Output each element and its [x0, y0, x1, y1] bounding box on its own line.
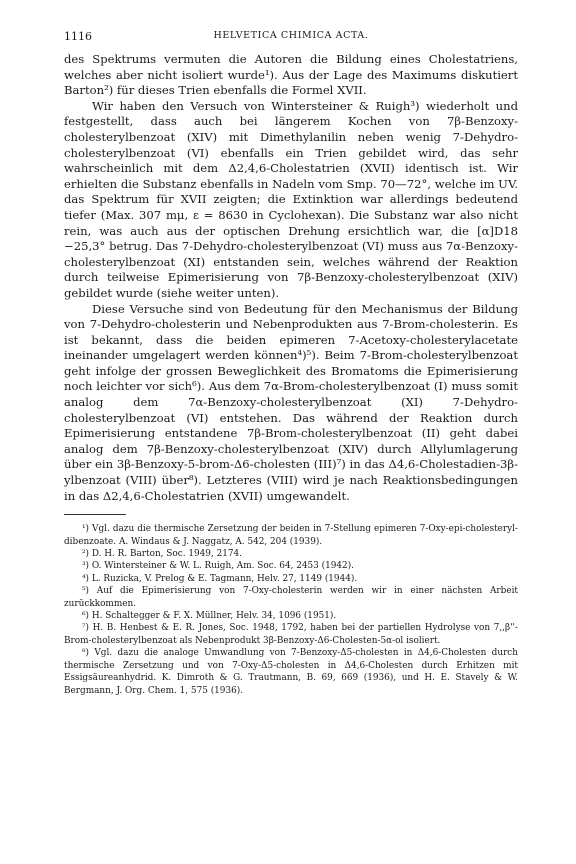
footnote: ⁶) H. Schaltegger & F. X. Müllner, Helv. 34, 1096 (1951).: [82, 611, 337, 622]
footnote: ¹) Vgl. dazu die thermische Zersetzung der beiden in 7-Stellung epimeren 7-Oxy-epi-cholesteryl-dibenzoate. A. Windaus & J. Naggatz, A. 542, 204 (1939).: [64, 524, 518, 547]
running-head: HELVETICA CHIMICA ACTA.: [213, 30, 369, 41]
footnote: ³) O. Wintersteiner & W. L. Ruigh, Am. Soc. 64, 2453 (1942).: [82, 561, 354, 572]
page-header: [64, 30, 518, 52]
paragraph: Wir haben den Versuch von Wintersteiner & Ruigh³) wiederholt und festgestellt, dass auch bei längerem Kochen von 7β-Benzoxy-cholesterylbenzoat (XIV) mit Dimethylanilin neben wenig 7-Dehydro-cholesterylbenzoat (VI) ebenfalls ein Trien gebildet wird, das sehr wahrscheinlich mit dem Δ2,4,6-Cholestatrien (XVII) identisch ist. Wir erhielten die Substanz ebenfalls in Nadeln vom Smp. 70—72°, welche im UV. das Spektrum für XVII zeigten; die Extinktion war allerdings bedeutend tiefer (Max. 307 mμ, ε = 8630 in Cyclohexan). Die Substanz war also nicht rein, was auch aus der optischen Drehung ersichtlich war, die [α]D18 −25,3° betrug. Das 7-Dehydro-cholesterylbenzoat (VI) muss aus 7α-Benzoxy-cholesterylbenzoat (XI) entstanden sein, welches während der Reaktion durch teilweise Epimerisierung von 7β-Benzoxy-cholesterylbenzoat (XIV) gebildet wurde (siehe weiter unten).: [64, 98, 518, 300]
footnotes: [64, 523, 518, 697]
journal-page: [64, 30, 518, 697]
footnote: ⁴) L. Ruzicka, V. Prelog & E. Tagmann, Helv. 27, 1149 (1944).: [82, 573, 358, 584]
paragraph: des Spektrums vermuten die Autoren die Bildung eines Cholestatriens, welches aber nicht isoliert wurde¹). Aus der Lage des Maximums diskutiert Barton²) für dieses Trien ebenfalls die Formel XVII.: [64, 52, 518, 98]
main-text: [64, 52, 518, 504]
footnote: ⁸) Vgl. dazu die analoge Umwandlung von 7-Benzoxy-Δ5-cholesten in Δ4,6-Cholesten durch thermische Zersetzung und von 7-Oxy-Δ5-cholesten in Δ4,6-Cholesten durch Erhitzen mit Essigsäureanhydrid. K. Dimroth & G. Trautmann, B. 69, 669 (1936), und H. E. Stavely & W. Bergmann, J. Org. Chem. 1, 575 (1936).: [64, 648, 518, 696]
footnote: ⁷) H. B. Henbest & E. R. Jones, Soc. 1948, 1792, haben bei der partiellen Hydrolyse von 7,,β''-Brom-cholesterylbenzoat als Nebenprodukt 3β-Benzoxy-Δ6-Cholesten-5α-ol isoliert.: [64, 623, 518, 646]
footnote: ²) D. H. R. Barton, Soc. 1949, 2174.: [82, 549, 242, 560]
page-number: 1116: [64, 30, 92, 43]
footnote: ⁵) Auf die Epimerisierung von 7-Oxy-cholesterin werden wir in einer nächsten Arbeit zurückkommen.: [64, 586, 518, 609]
footnote-divider: [64, 514, 126, 515]
paragraph: Diese Versuche sind von Bedeutung für den Mechanismus der Bildung von 7-Dehydro-cholesterin und Nebenprodukten aus 7-Brom-cholesterin. Es ist bekannt, dass die beiden epimeren 7-Acetoxy-cholesterylacetate ineinander umgelagert werden können⁴)⁵). Beim 7-Brom-cholesterylbenzoat geht infolge der grossen Beweglichkeit des Bromatoms die Epimerisierung noch leichter vor sich⁶). Aus dem 7α-Brom-cholesterylbenzoat (I) muss somit analog dem 7α-Benzoxy-cholesterylbenzoat (XI) 7-Dehydro-cholesterylbenzoat (VI) entstehen. Das während der Reaktion durch Epimerisierung entstandene 7β-Brom-cholesterylbenzoat (II) geht dabei analog dem 7β-Benzoxy-cholesterylbenzoat (XIV) durch Allylumlagerung über ein 3β-Benzoxy-5-brom-Δ6-cholesten (III)⁷) in das Δ4,6-Cholestadien-3β-ylbenzoat (VIII) über⁸). Letzteres (VIII) wird je nach Reaktionsbedingungen in das Δ2,4,6-Cholestatrien (XVII) umgewandelt.: [64, 301, 518, 503]
